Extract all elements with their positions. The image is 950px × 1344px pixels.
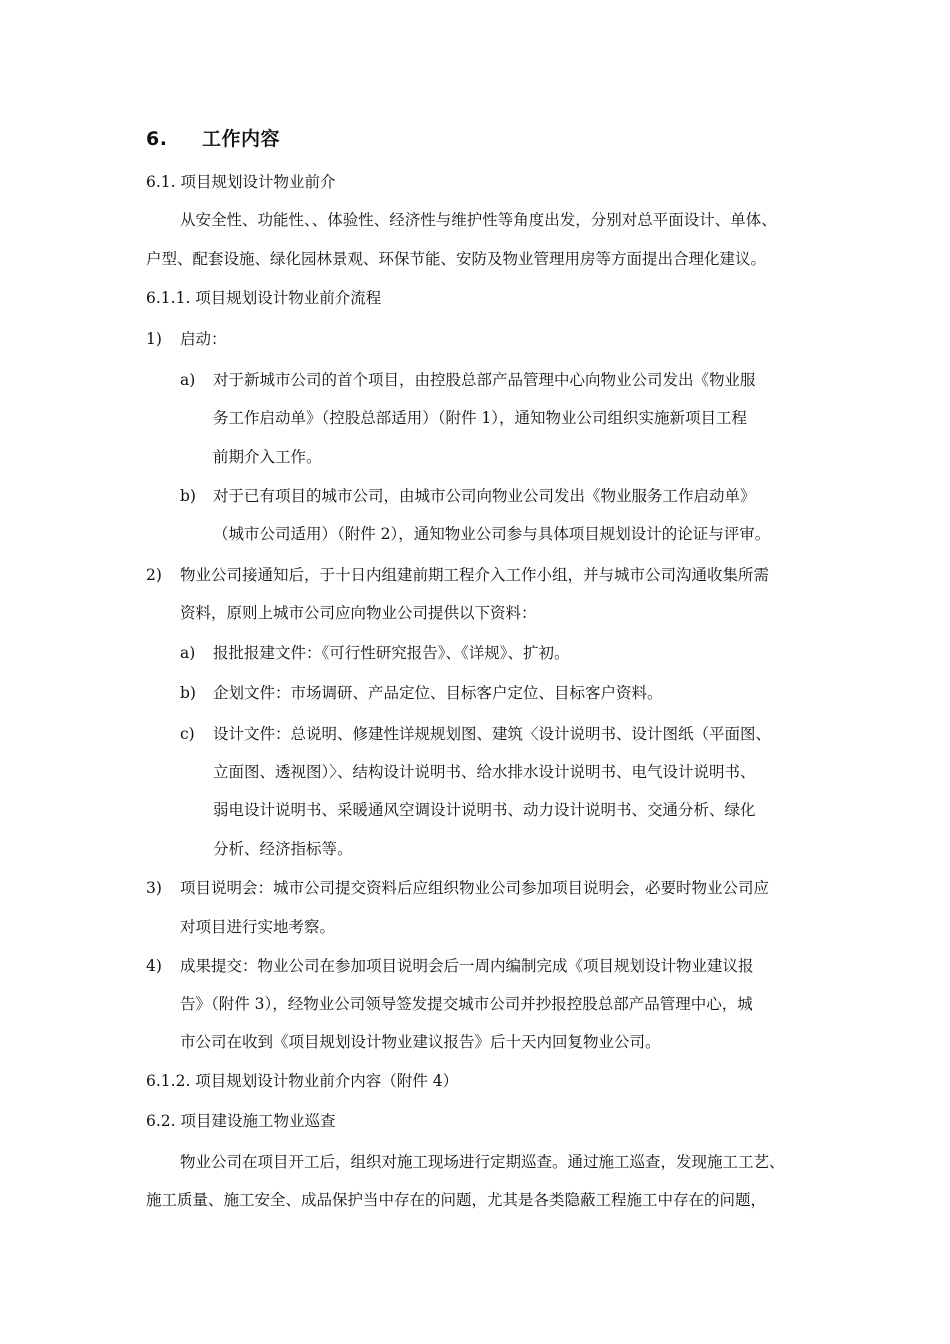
paragraph-line: 施工质量、施工安全、成品保护当中存在的问题，尤其是各类隐蔽工程施工中存在的问题， [146, 1191, 767, 1209]
sublist-line: 对于新城市公司的首个项目，由控股总部产品管理中心向物业公司发出《物业服 [213, 371, 756, 389]
list-item-text: 启动： [180, 330, 227, 348]
sublist-marker: c) [180, 725, 195, 743]
sublist-line: 报批报建文件：《可行性研究报告》、《详规》、扩初。 [213, 644, 570, 662]
list-marker: 4) [146, 957, 162, 975]
sublist-line: （城市公司适用）（附件 2），通知物业公司参与具体项目规划设计的论证与评审。 [213, 525, 771, 543]
paragraph-line: 户型、配套设施、绿化园林景观、环保节能、安防及物业管理用房等方面提出合理化建议。 [146, 250, 767, 268]
sublist-marker: b) [180, 487, 196, 505]
list-item-line: 项目说明会：城市公司提交资料后应组织物业公司参加项目说明会，必要时物业公司应 [180, 879, 770, 897]
list-marker: 1) [146, 330, 162, 348]
sublist-line: 弱电设计说明书、采暖通风空调设计说明书、动力设计说明书、交通分析、绿化 [213, 801, 756, 819]
list-item-line: 告》（附件 3），经物业公司领导签发提交城市公司并抄报控股总部产品管理中心，城 [180, 995, 753, 1013]
list-marker: 3) [146, 879, 162, 897]
section-heading [146, 124, 280, 151]
sublist-line: 企划文件：市场调研、产品定位、目标客户定位、目标客户资料。 [213, 684, 663, 702]
subsection-heading-6-1-1: 6.1.1. 项目规划设计物业前介流程 [146, 289, 382, 307]
paragraph-line: 物业公司在项目开工后，组织对施工现场进行定期巡查。通过施工巡查，发现施工工艺、 [180, 1153, 785, 1171]
sublist-marker: b) [180, 684, 196, 702]
sublist-marker: a) [180, 644, 196, 662]
section-number: 6. [146, 128, 168, 150]
sublist-line: 务工作启动单》（控股总部适用）（附件 1），通知物业公司组织实施新项目工程 [213, 409, 748, 427]
list-item-line: 对项目进行实地考察。 [180, 918, 336, 936]
sublist-line: 对于已有项目的城市公司，由城市公司向物业公司发出《物业服务工作启动单》 [213, 487, 756, 505]
sublist-line: 前期介入工作。 [213, 448, 322, 466]
list-marker: 2) [146, 566, 162, 584]
sublist-marker: a) [180, 371, 196, 389]
list-item-line: 成果提交：物业公司在参加项目说明会后一周内编制完成《项目规划设计物业建议报 [180, 957, 754, 975]
sublist-line: 设计文件：总说明、修建性详规规划图、建筑〈设计说明书、设计图纸（平面图、 [213, 725, 772, 743]
subsection-heading-6-1: 6.1. 项目规划设计物业前介 [146, 173, 336, 191]
section-title: 工作内容 [202, 128, 281, 150]
list-item-line: 资料，原则上城市公司应向物业公司提供以下资料： [180, 604, 537, 622]
subsection-heading-6-1-2: 6.1.2. 项目规划设计物业前介内容（附件 4） [146, 1072, 459, 1090]
sublist-line: 立面图、透视图）〉、结构设计说明书、给水排水设计说明书、电气设计说明书、 [213, 763, 756, 781]
list-item-line: 市公司在收到《项目规划设计物业建议报告》后十天内回复物业公司。 [180, 1033, 661, 1051]
sublist-line: 分析、经济指标等。 [213, 840, 353, 858]
list-item-line: 物业公司接通知后，于十日内组建前期工程介入工作小组，并与城市公司沟通收集所需 [180, 566, 770, 584]
paragraph-line: 从安全性、功能性、、体验性、经济性与维护性等角度出发，分别对总平面设计、单体、 [180, 211, 777, 229]
subsection-heading-6-2: 6.2. 项目建设施工物业巡查 [146, 1112, 336, 1130]
